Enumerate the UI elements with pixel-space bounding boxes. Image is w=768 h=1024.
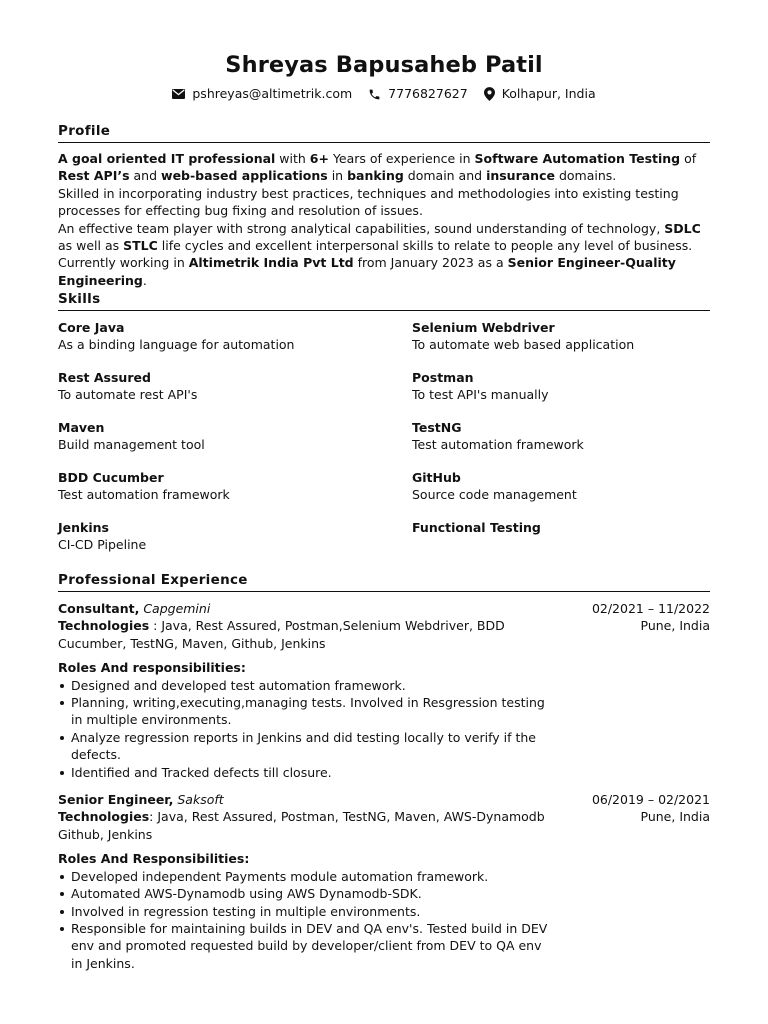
- roles-title: Roles And responsibilities:: [58, 660, 246, 676]
- skills-section: [58, 290, 710, 569]
- profile-paragraph-4: Currently working in Altimetrik India Pvt Ltd from January 2023 as a Senior Engineer-Quality Engineering.: [58, 255, 676, 288]
- job-technologies: [58, 617, 548, 652]
- skill-item: [58, 469, 412, 504]
- skill-description: To automate web based application: [412, 337, 635, 353]
- skill-name: BDD Cucumber: [58, 470, 164, 485]
- job-location: Pune, India: [640, 618, 710, 634]
- skill-description: To test API's manually: [412, 387, 549, 403]
- profile-body: [58, 150, 710, 289]
- list-item: Designed and developed test automation framework.: [71, 677, 551, 694]
- list-item: Planning, writing,executing,managing tests. Involved in Resgression testing in multiple environments.: [71, 694, 551, 729]
- skill-description: Test automation framework: [58, 487, 230, 503]
- list-item: Developed independent Payments module automation framework.: [71, 868, 551, 885]
- technologies-label: Technologies: [58, 618, 150, 634]
- skills-grid: [58, 319, 710, 569]
- skill-description: Build management tool: [58, 437, 205, 453]
- job-company: Saksoft: [177, 792, 224, 808]
- contact-phone[interactable]: [368, 85, 468, 103]
- skill-name: Jenkins: [58, 520, 109, 535]
- skill-name: GitHub: [412, 470, 461, 485]
- section-title-experience: Professional Experience: [58, 571, 710, 592]
- job-header: [58, 600, 710, 652]
- skill-name: Selenium Webdriver: [412, 320, 555, 335]
- job-role: Senior Engineer,: [58, 792, 174, 808]
- skill-description: As a binding language for automation: [58, 337, 295, 353]
- email-text: pshreyas@altimetrik.com: [192, 86, 353, 101]
- skill-item: [58, 519, 412, 554]
- skill-item: [412, 519, 710, 554]
- section-title-skills: Skills: [58, 290, 710, 311]
- candidate-name: Shreyas Bapusaheb Patil: [225, 52, 543, 78]
- job-entry: [58, 600, 710, 781]
- technologies-list: : Java, Rest Assured, Postman,Selenium Webdriver, BDD Cucumber, TestNG, Maven, Github, Jenkins: [58, 618, 505, 651]
- job-dates: 02/2021 – 11/2022: [591, 601, 710, 616]
- skill-item: [412, 369, 710, 404]
- section-title-profile: Profile: [58, 122, 710, 143]
- job-left: [58, 600, 548, 652]
- job-technologies: [58, 808, 548, 843]
- envelope-icon: [172, 89, 185, 99]
- skill-description: Source code management: [412, 487, 577, 503]
- list-item: Automated AWS-Dynamodb using AWS Dynamodb-SDK.: [71, 885, 551, 902]
- job-header: [58, 791, 710, 843]
- skill-name: Core Java: [58, 320, 125, 335]
- skill-name: Rest Assured: [58, 370, 151, 385]
- job-entry: [58, 791, 710, 972]
- job-dates: 06/2019 – 02/2021: [591, 792, 710, 808]
- skill-name: Functional Testing: [412, 520, 541, 535]
- contact-email[interactable]: [172, 85, 352, 103]
- skill-item: [412, 419, 710, 454]
- job-meta: [592, 600, 710, 652]
- job-title-line: [58, 600, 548, 617]
- skill-description: To automate rest API's: [58, 387, 198, 403]
- phone-text: 7776827627: [388, 86, 468, 101]
- job-location: Pune, India: [640, 809, 710, 825]
- technologies-label: Technologies: [58, 809, 150, 825]
- location-text: Kolhapur, India: [501, 86, 596, 101]
- list-item: Analyze regression reports in Jenkins and did testing locally to verify if the defects.: [71, 729, 551, 764]
- list-item: Identified and Tracked defects till closure.: [71, 764, 551, 781]
- job-company: Capgemini: [143, 601, 211, 616]
- skill-description: Test automation framework: [412, 437, 584, 453]
- skill-item: [58, 319, 412, 354]
- responsibilities-list: [58, 677, 551, 781]
- technologies-list: : Java, Rest Assured, Postman, TestNG, Maven, AWS-Dynamodb Github, Jenkins: [58, 809, 545, 842]
- job-role: Consultant,: [58, 601, 140, 616]
- contact-location: [484, 85, 596, 103]
- job-left: [58, 791, 548, 843]
- list-item: Involved in regression testing in multiple environments.: [71, 903, 551, 920]
- experience-section: [58, 571, 710, 972]
- skill-name: Postman: [412, 370, 474, 385]
- skill-item: [412, 319, 710, 354]
- contact-bar: [0, 85, 768, 103]
- profile-paragraph-2: Skilled in incorporating industry best practices, techniques and methodologies into existing testing processes for effecting bug fixing and resolution of issues.: [58, 185, 679, 219]
- skill-item: [412, 469, 710, 504]
- phone-icon: [368, 88, 381, 101]
- location-pin-icon: [484, 87, 495, 101]
- profile-paragraph-3: An effective team player with strong analytical capabilities, sound understanding of technology, SDLC as well as STLC life cycles and excellent interpersonal skills to relate to people any level of business.: [58, 220, 701, 254]
- roles-title: Roles And Responsibilities:: [58, 851, 250, 867]
- skill-item: [58, 369, 412, 404]
- profile-section: [58, 122, 710, 289]
- skill-name: TestNG: [412, 420, 462, 435]
- job-title-line: [58, 791, 548, 808]
- profile-paragraph-1: A goal oriented IT professional with 6+ Years of experience in Software Automation Testing of Rest API’s and web-based applications in banking domain and insurance domains.: [58, 151, 697, 184]
- skill-description: CI-CD Pipeline: [58, 537, 147, 553]
- skill-name: Maven: [58, 420, 105, 435]
- job-meta: [592, 791, 710, 843]
- responsibilities-list: [58, 868, 551, 972]
- skill-item: [58, 419, 412, 454]
- list-item: Responsible for maintaining builds in DEV and QA env's. Tested build in DEV env and promoted requested build by developer/client from DEV to QA env in Jenkins.: [71, 920, 551, 972]
